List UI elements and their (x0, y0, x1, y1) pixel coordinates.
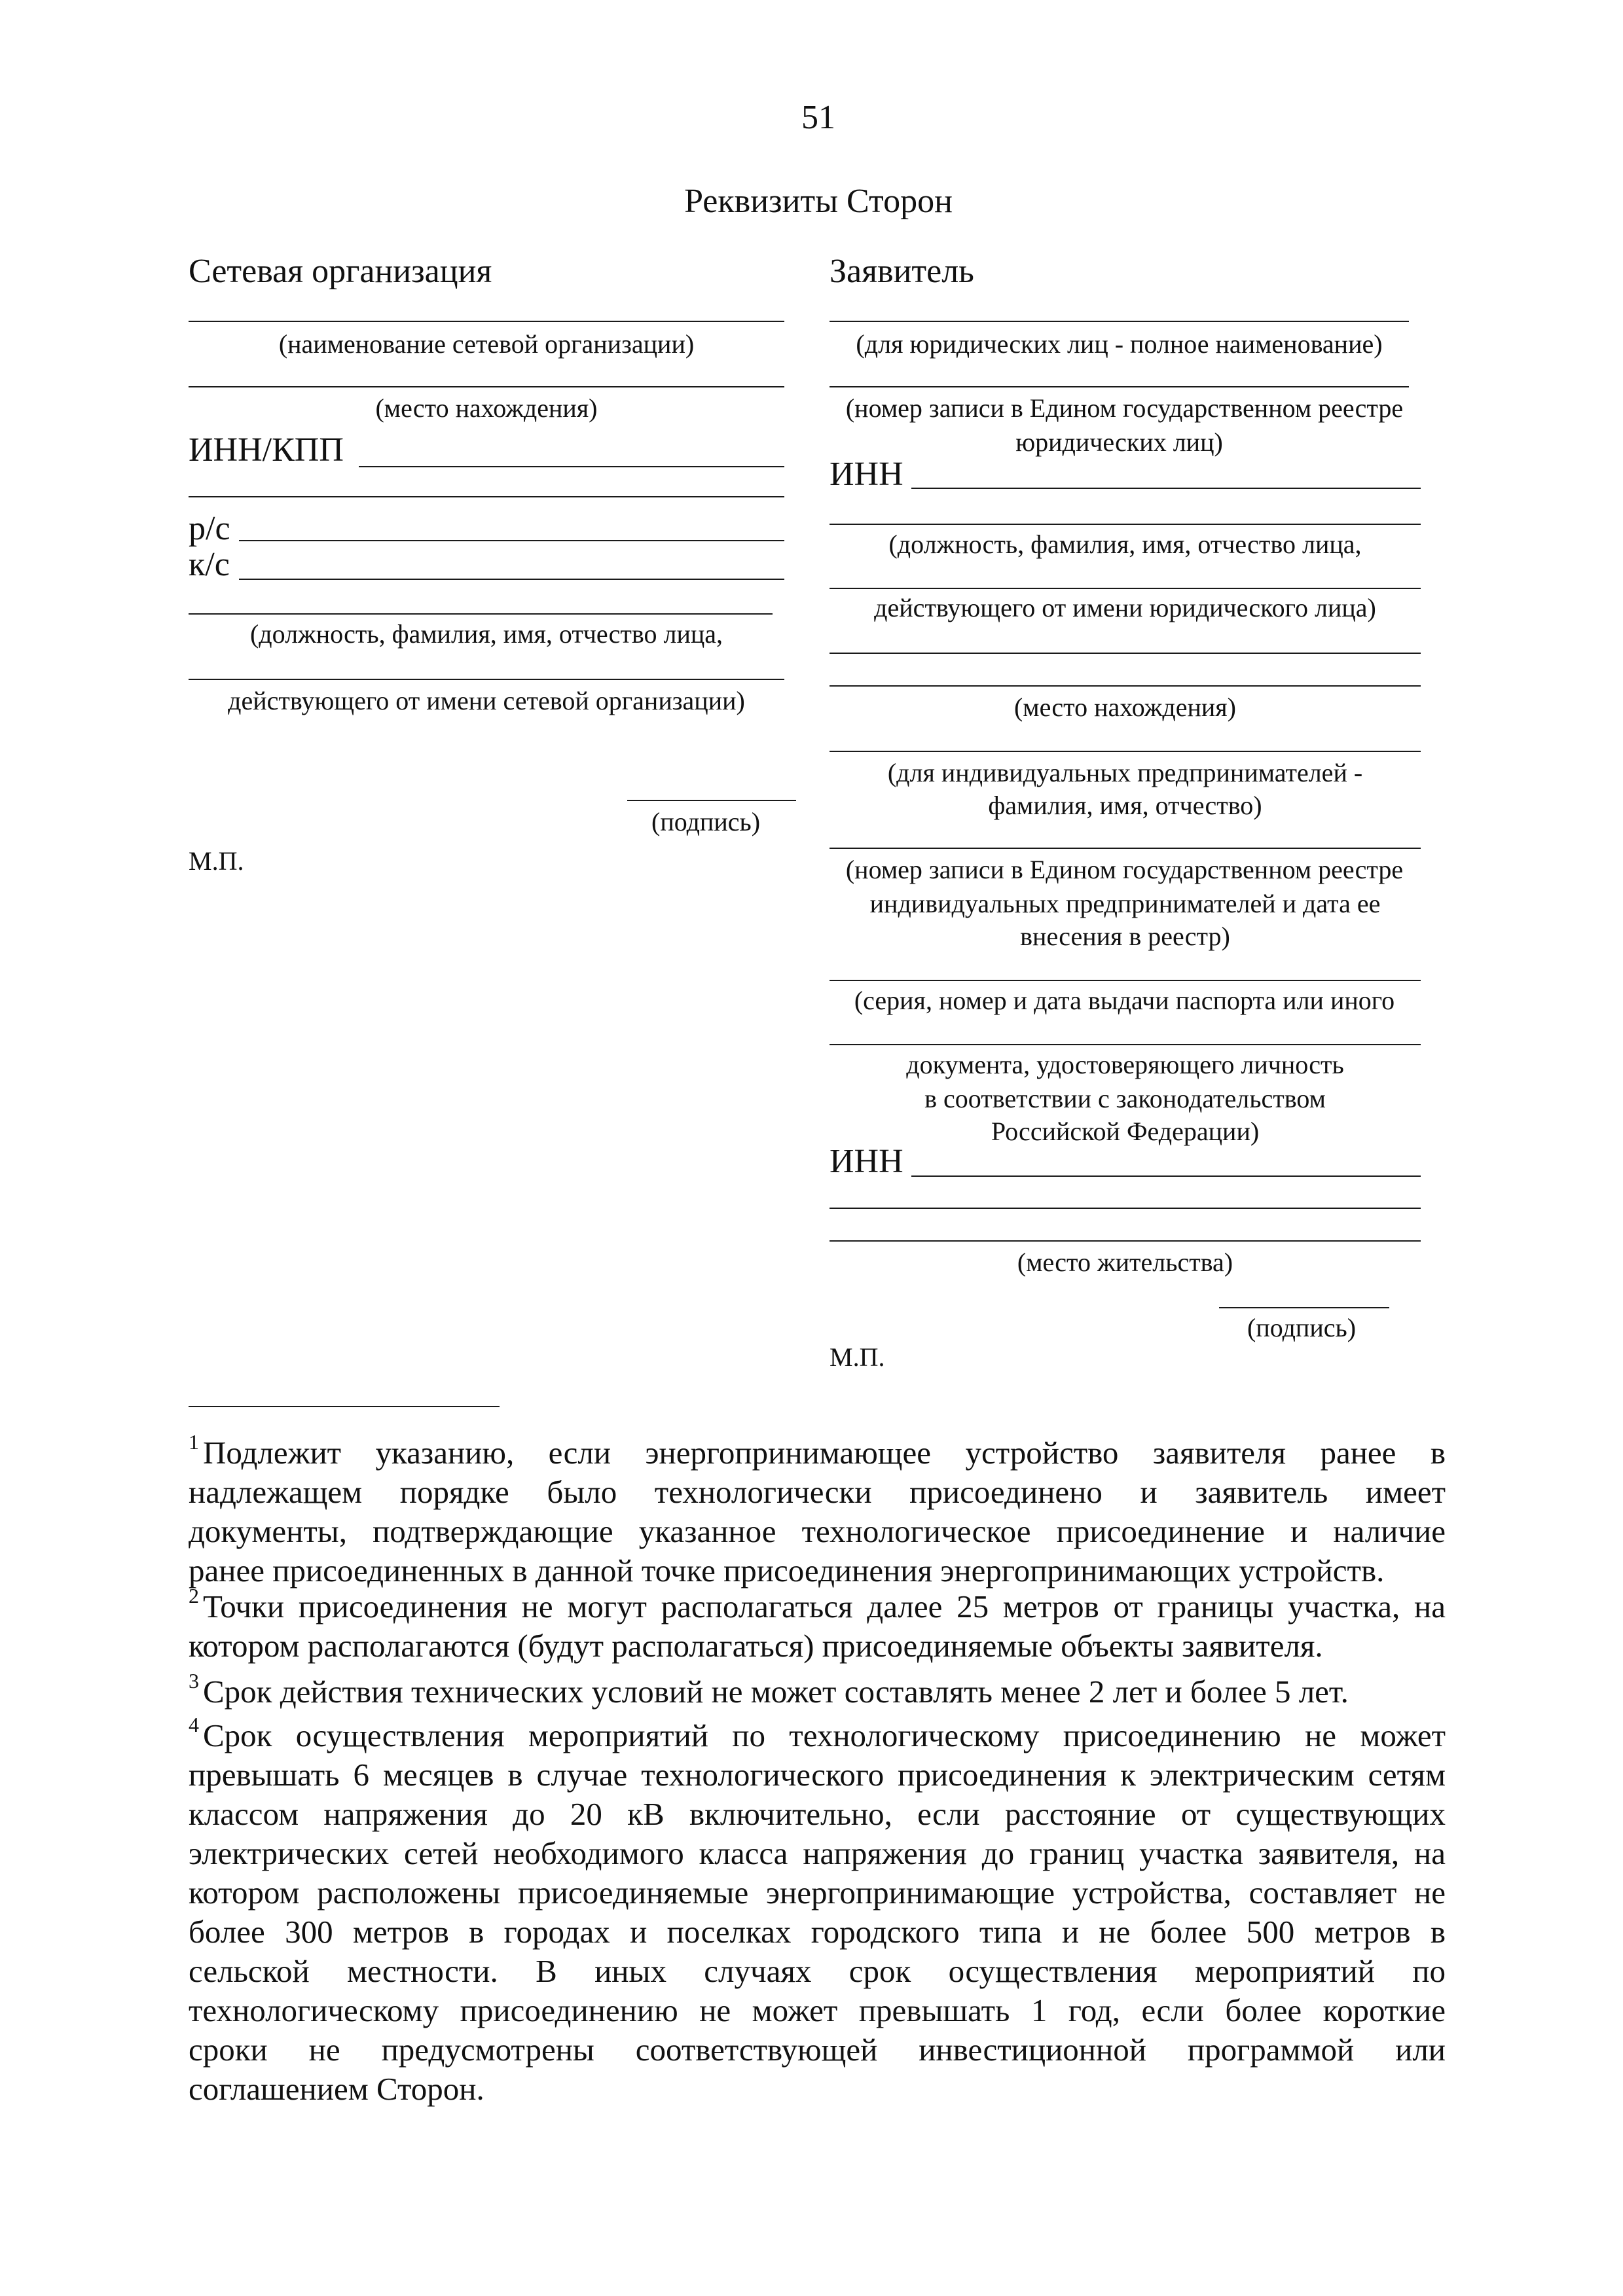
applicant-egrul-caption-2: юридических лиц) (1015, 427, 1223, 457)
applicant-residence-caption: (место жительства) (1017, 1247, 1233, 1277)
footnote-line: котором расположены присоединяемые энергопринимающие устройства, составляет не (189, 1874, 1446, 1910)
network-org-name-field[interactable] (189, 321, 784, 322)
footnote-line: сельской местности. В иных случаях срок осуществления мероприятий по (189, 1953, 1446, 1989)
applicant-legal-name-caption: (для юридических лиц - полное наименование) (856, 329, 1383, 359)
page-title: Реквизиты Сторон (684, 183, 953, 220)
footnote-line: документы, подтверждающие указанное технологическое присоединение и наличие (189, 1513, 1446, 1549)
network-org-person-field-2[interactable] (189, 679, 784, 680)
applicant-passport-caption-1: (серия, номер и дата выдачи паспорта или иного (854, 986, 1395, 1015)
applicant-person-field-2[interactable] (830, 588, 1421, 589)
applicant-person-caption-1: (должность, фамилия, имя, отчество лица, (888, 529, 1362, 559)
applicant-passport-caption-3: в соответствии с законодательством (924, 1084, 1326, 1113)
applicant-egrip-caption-3: внесения в реестр) (1020, 922, 1230, 951)
applicant-inn-label-2: ИНН (830, 1143, 903, 1180)
footnote-line: электрических сетей необходимого класса напряжения до границ участка заявителя, на (189, 1835, 1446, 1871)
applicant-ip-name-field[interactable] (830, 751, 1421, 752)
footnote-line: технологическому присоединению не может превышать 1 год, если более короткие (189, 1992, 1446, 2028)
page-number: 51 (801, 99, 835, 136)
applicant-person-caption-2: действующего от имени юридического лица) (874, 593, 1376, 622)
rs-label: р/с (189, 510, 230, 547)
footnote-line: ранее присоединенных в данной точке присоединения энергопринимающих устройств. (189, 1552, 1385, 1588)
footnote-line: надлежащем порядке было технологически присоединено и заявитель имеет (189, 1474, 1446, 1510)
footnote-mark: 1 (189, 1433, 199, 1454)
applicant-location-caption: (место нахождения) (1013, 692, 1236, 722)
applicant-inn-label: ИНН (830, 456, 903, 493)
applicant-inn-field-2[interactable] (911, 1175, 1421, 1177)
footnote-line: Срок действия технических условий не может составлять менее 2 лет и более 5 лет. (203, 1674, 1349, 1710)
applicant-stamp: М.П. (830, 1342, 885, 1372)
network-org-person-caption-2: действующего от имени сетевой организации) (228, 686, 745, 715)
network-org-location-field[interactable] (189, 386, 784, 387)
applicant-heading: Заявитель (830, 253, 974, 290)
rs-field[interactable] (239, 540, 784, 541)
footnote-separator (189, 1406, 500, 1407)
footnote-4 (189, 1716, 1446, 2109)
applicant-passport-field[interactable] (830, 980, 1421, 981)
footnote-mark: 2 (189, 1587, 199, 1607)
footnote-line: Точки присоединения не могут располагаться далее 25 метров от границы участка, на (203, 1588, 1446, 1624)
applicant-location-field-2[interactable] (830, 685, 1421, 687)
network-org-heading: Сетевая организация (189, 253, 492, 290)
applicant-egrul-field[interactable] (830, 386, 1409, 387)
footnote-line: соглашением Сторон. (189, 2071, 484, 2107)
network-org-person-caption-1: (должность, фамилия, имя, отчество лица, (249, 619, 723, 649)
applicant-location-field[interactable] (830, 653, 1421, 654)
network-org-signature-field[interactable] (627, 800, 796, 801)
ks-field[interactable] (239, 579, 784, 580)
network-org-signature-caption: (подпись) (651, 807, 761, 836)
inn-kpp-field[interactable] (359, 466, 784, 467)
network-org-stamp: М.П. (189, 846, 244, 876)
footnote-line: более 300 метров в городах и поселках городского типа и не более 500 метров в (189, 1914, 1446, 1950)
applicant-residence-field-2[interactable] (830, 1240, 1421, 1242)
footnote-line: котором располагаются (будут располагаться) присоединяемые объекты заявителя. (189, 1628, 1323, 1664)
footnote-mark: 4 (189, 1716, 199, 1736)
footnote-line: Подлежит указанию, если энергопринимающее устройство заявителя ранее в (203, 1435, 1446, 1471)
applicant-residence-field[interactable] (830, 1208, 1421, 1209)
applicant-legal-name-field[interactable] (830, 321, 1409, 322)
network-org-name-caption: (наименование сетевой организации) (278, 329, 695, 359)
footnote-3 (189, 1672, 1446, 1712)
applicant-inn-field[interactable] (911, 488, 1421, 489)
footnote-line: Срок осуществления мероприятий по технологическому присоединению не может (203, 1717, 1446, 1753)
applicant-person-field[interactable] (830, 524, 1421, 525)
applicant-egrip-field[interactable] (830, 848, 1421, 849)
applicant-egrip-caption-2: индивидуальных предпринимателей и дата ее (869, 889, 1381, 918)
footnote-1 (189, 1433, 1446, 1590)
applicant-egrul-caption-1: (номер записи в Едином государственном реестре (845, 393, 1404, 423)
footnote-line: сроки не предусмотрены соответствующей инвестиционной программой или (189, 2032, 1446, 2068)
footnote-line: классом напряжения до 20 кВ включительно, если расстояние от существующих (189, 1796, 1446, 1832)
applicant-ip-caption-1: (для индивидуальных предпринимателей - (887, 758, 1363, 787)
footnote-mark: 3 (189, 1672, 199, 1693)
applicant-signature-field[interactable] (1219, 1307, 1389, 1308)
footnote-line: превышать 6 месяцев в случае технологического присоединения к электрическим сетям (189, 1757, 1446, 1793)
applicant-passport-caption-2: документа, удостоверяющего личность (906, 1050, 1344, 1079)
applicant-ip-caption-2: фамилия, имя, отчество) (988, 791, 1262, 820)
applicant-egrip-caption-1: (номер записи в Едином государственном реестре (845, 855, 1404, 884)
network-org-person-field[interactable] (189, 613, 773, 615)
applicant-signature-caption: (подпись) (1247, 1313, 1357, 1342)
ks-label: к/с (189, 546, 230, 583)
inn-kpp-continuation-field[interactable] (189, 496, 784, 497)
footnote-2 (189, 1587, 1446, 1666)
inn-kpp-label: ИНН/КПП (189, 431, 344, 469)
applicant-passport-caption-4: Российской Федерации) (991, 1117, 1260, 1146)
applicant-passport-field-2[interactable] (830, 1044, 1421, 1045)
network-org-location-caption: (место нахождения) (375, 393, 598, 423)
